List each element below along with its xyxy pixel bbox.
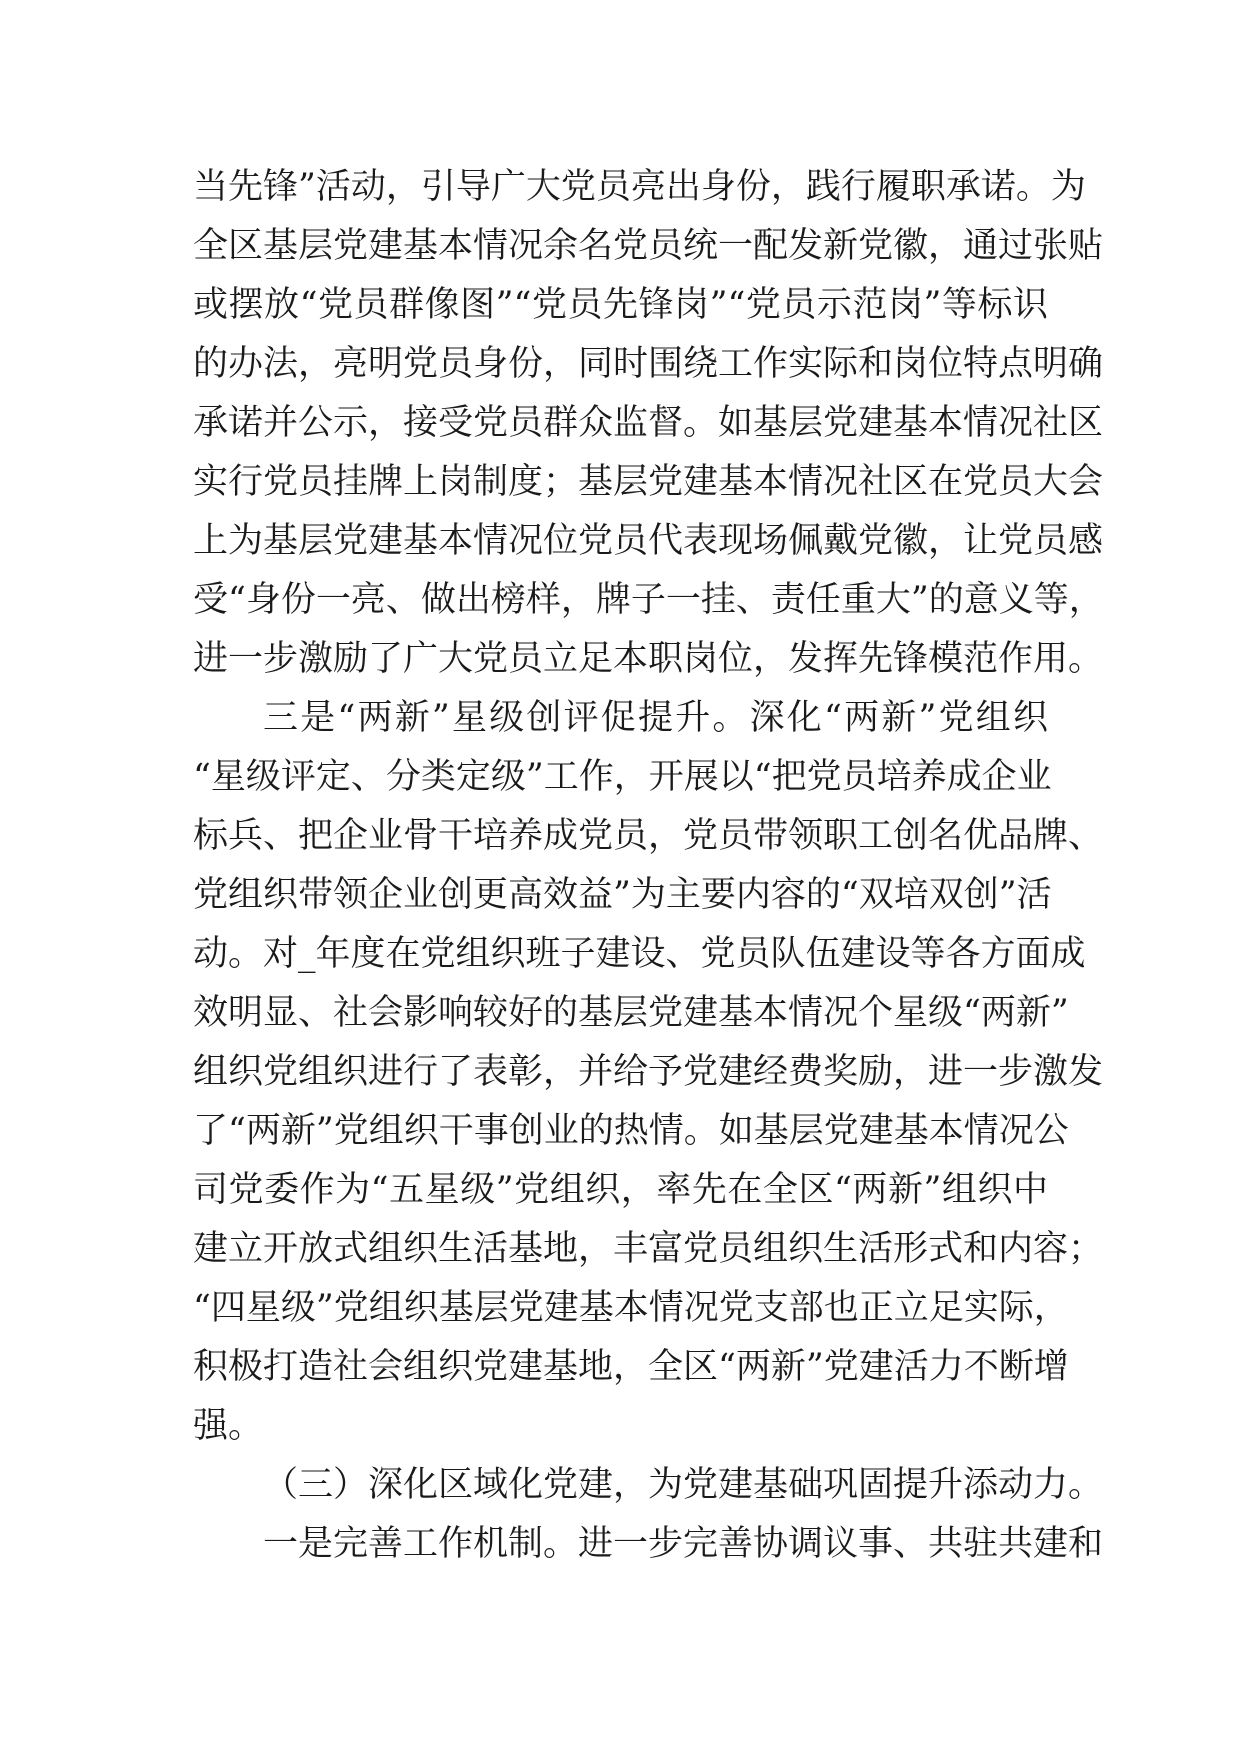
text-line: 积极打造社会组织党建基地，全区“两新”党建活力不断增 xyxy=(193,1347,1069,1387)
text-line: 标兵、把企业骨干培养成党员，党员带领职工创名优品牌、 xyxy=(193,816,1104,856)
text-line: 了“两新”党组织干事创业的热情。如基层党建基本情况公 xyxy=(193,1111,1069,1151)
text-line: 受“身份一亮、做出榜样，牌子一挂、责任重大”的意义等， xyxy=(193,580,1104,620)
text-line: 全区基层党建基本情况余名党员统一配发新党徽，通过张贴 xyxy=(193,226,1104,266)
text-line: 实行党员挂牌上岗制度；基层党建基本情况社区在党员大会 xyxy=(193,462,1104,502)
text-line: 承诺并公示，接受党员群众监督。如基层党建基本情况社区 xyxy=(193,403,1104,443)
text-line: 当先锋”活动，引导广大党员亮出身份，践行履职承诺。为 xyxy=(193,167,1086,207)
text-line: 的办法，亮明党员身份，同时围绕工作实际和岗位特点明确 xyxy=(193,344,1104,384)
text-line: 建立开放式组织生活基地，丰富党员组织生活形式和内容； xyxy=(193,1229,1104,1269)
text-line: 司党委作为“五星级”党组织，率先在全区“两新”组织中 xyxy=(193,1170,1048,1210)
body-text xyxy=(193,158,1104,1574)
text-line: 组织党组织进行了表彰，并给予党建经费奖励，进一步激发 xyxy=(193,1052,1104,1092)
paragraph-start-line: 三是“两新”星级创评促提升。深化“两新”党组织 xyxy=(263,698,1048,738)
text-line: 进一步激励了广大党员立足本职岗位，发挥先锋模范作用。 xyxy=(193,639,1104,679)
section-heading: （三）深化区域化党建，为党建基础巩固提升添动力。 xyxy=(263,1465,1104,1505)
text-line: “星级评定、分类定级”工作，开展以“把党员培养成企业 xyxy=(193,757,1052,797)
text-line: 党组织带领企业创更高效益”为主要内容的“双培双创”活 xyxy=(193,875,1052,915)
text-line: 或摆放“党员群像图”“党员先锋岗”“党员示范岗”等标识 xyxy=(193,285,1048,325)
text-line: 动。对_年度在党组织班子建设、党员队伍建设等各方面成 xyxy=(193,934,1086,974)
text-line: 效明显、社会影响较好的基层党建基本情况个星级“两新” xyxy=(193,993,1069,1033)
text-line: “四星级”党组织基层党建基本情况党支部也正立足实际， xyxy=(193,1288,1069,1328)
text-line: 上为基层党建基本情况位党员代表现场佩戴党徽，让党员感 xyxy=(193,521,1104,561)
paragraph-start-line: 一是完善工作机制。进一步完善协调议事、共驻共建和 xyxy=(263,1524,1104,1564)
text-line: 强。 xyxy=(193,1406,264,1446)
